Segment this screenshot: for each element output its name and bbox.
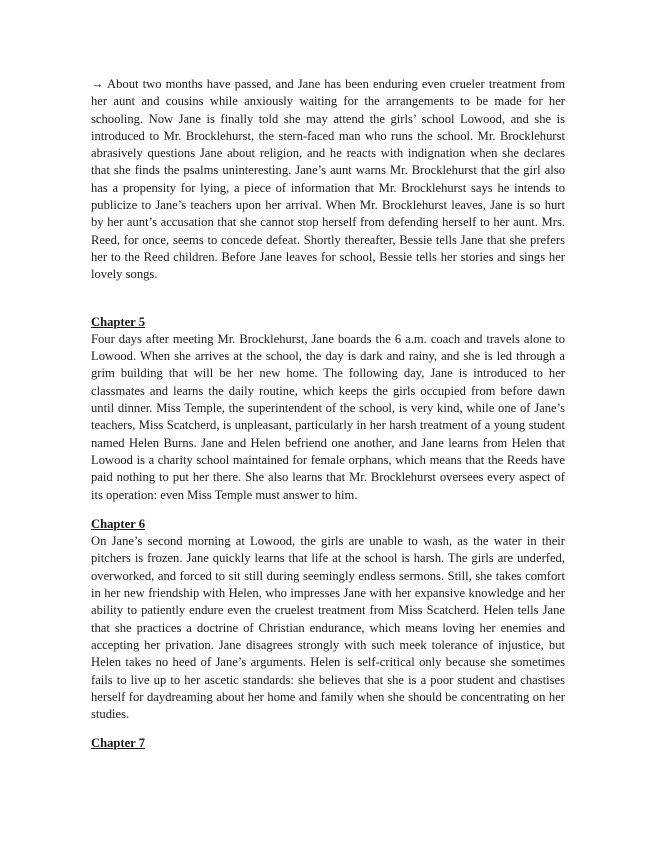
chapter-5-heading: Chapter 5 [91,314,145,329]
chapter-6-heading: Chapter 6 [91,516,145,531]
chapter-6-paragraph: On Jane’s second morning at Lowood, the girls are unable to wash, as the water in their pitchers is frozen. Jane quickly learns that life at the school is harsh. The girls are underfed, overworked, and forced to sit still during seemingly endless sermons. Still, she takes comfort in her new friendship with Helen, who impresses Jane with her expansive knowledge and her ability to patiently endure even the cruelest treatment from Miss Scatcherd. Helen tells Jane that she practices a doctrine of Christian endurance, which means loving her enemies and accepting her privation. Jane disagrees strongly with such meek tolerance of injustice, but Helen takes no heed of Jane’s arguments. Helen is self-critical only because she sometimes fails to live up to her ascetic standards: she believes that she is a poor student and chastises herself for daydreaming about her home and family when she should be concentrating on her studies. [91,534,565,722]
section-spacer [91,723,565,735]
intro-paragraph: → About two months have passed, and Jane has been enduring even crueler treatment from her aunt and cousins while anxiously waiting for the arrangements to be made for her schooling. Now Jane is finally told she may attend the girls’ school Lowood, and she is introduced to Mr. Brocklehurst, the stern-faced man who runs the school. Mr. Brocklehurst abrasively questions Jane about religion, and he reacts with indignation when she declares that she finds the psalms uninteresting. Jane’s aunt warns Mr. Brocklehurst that the girl also has a propensity for lying, a piece of information that Mr. Brocklehurst says he intends to publicize to Jane’s teachers upon her arrival. When Mr. Brocklehurst leaves, Jane is so hurt by her aunt’s accusation that she cannot stop herself from defending herself to her aunt. Mrs. Reed, for once, seems to concede defeat. Shortly thereafter, Bessie tells Jane that she prefers her to the Reed children. Before Jane leaves for school, Bessie tells her stories and sings her lovely songs. [91,77,565,282]
section-spacer [91,284,565,314]
section-spacer [91,504,565,516]
chapter-7-heading: Chapter 7 [91,736,145,751]
chapter-5-paragraph: Four days after meeting Mr. Brocklehurst, Jane boards the 6 a.m. coach and travels alone to Lowood. When she arrives at the school, the day is dark and rainy, and she is led through a grim building that will be her new home. The following day, Jane is introduced to her classmates and learns the daily routine, which keeps the girls occupied from before dawn until dinner. Miss Temple, the superintendent of the school, is very kind, while one of Jane’s teachers, Miss Scatcherd, is unpleasant, particularly in her harsh treatment of a young student named Helen Burns. Jane and Helen befriend one another, and Jane learns from Helen that Lowood is a charity school maintained for female orphans, which means that the Reeds have paid nothing to put her there. She also learns that Mr. Brocklehurst oversees every aspect of its operation: even Miss Temple must answer to him. [91,331,565,502]
document-page [91,76,565,753]
